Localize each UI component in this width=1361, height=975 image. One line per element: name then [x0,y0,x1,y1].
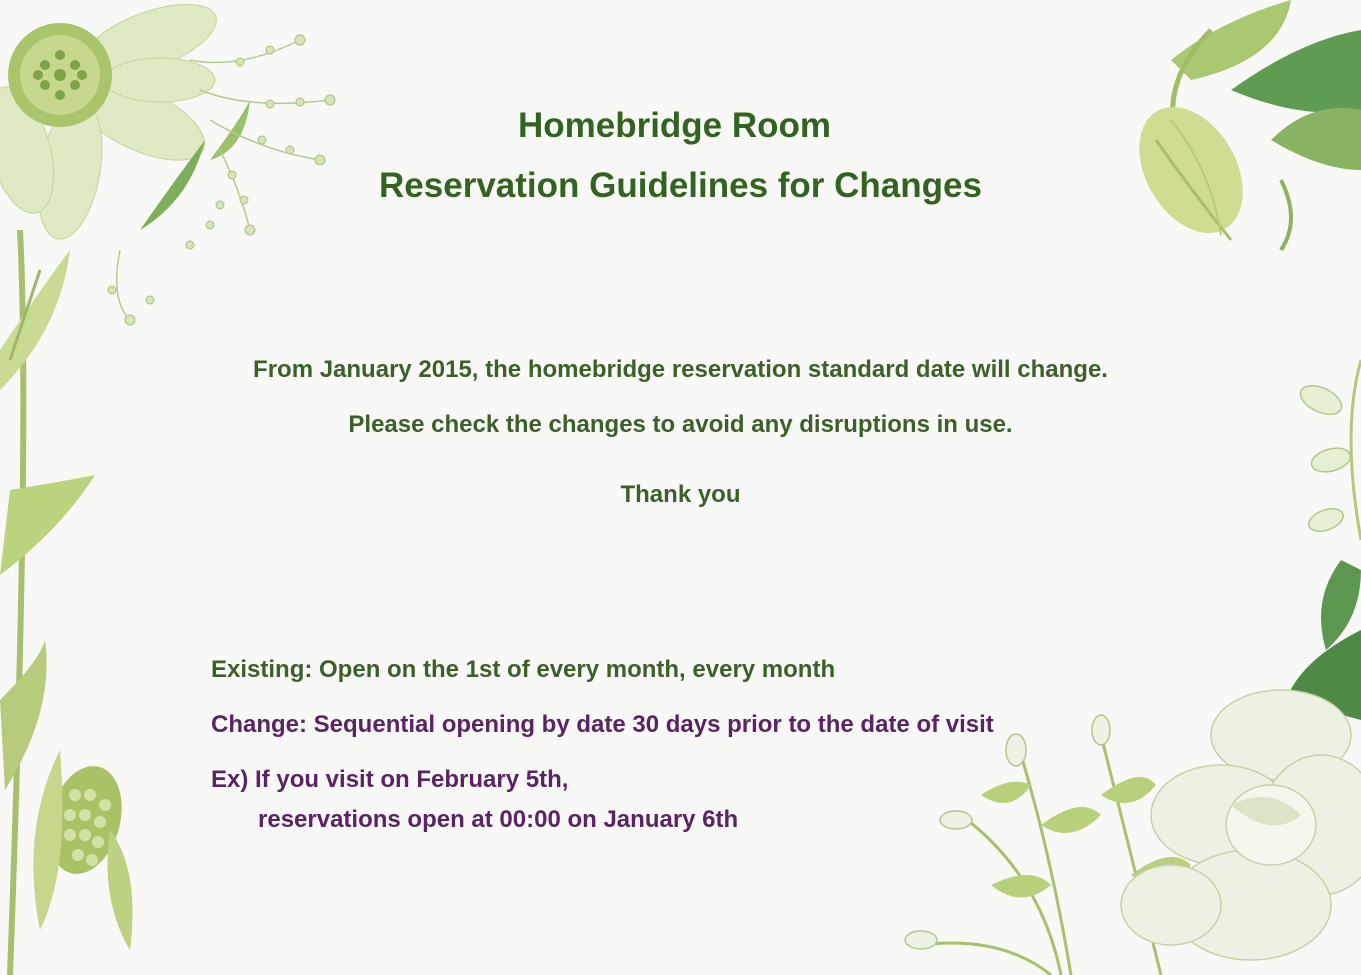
page-subtitle: Reservation Guidelines for Changes [379,166,982,205]
example-text-line-1: Ex) If you visit on February 5th, [211,766,569,793]
intro-text-line-1: From January 2015, the homebridge reservation standard date will change. [253,356,1108,383]
page-title: Homebridge Room [517,106,832,145]
intro-text-line-2: Please check the changes to avoid any disruptions in use. [348,411,1013,438]
existing-policy-text: Existing: Open on the 1st of every month, every month [211,656,836,683]
bud-illustration-right [1281,340,1361,720]
thank-you-text: Thank you [620,481,741,508]
example-text-line-2: reservations open at 00:00 on January 6th [258,806,739,833]
leaf-illustration-left [0,230,140,975]
change-policy-text: Change: Sequential opening by date 30 days prior to the date of visit [211,711,994,738]
